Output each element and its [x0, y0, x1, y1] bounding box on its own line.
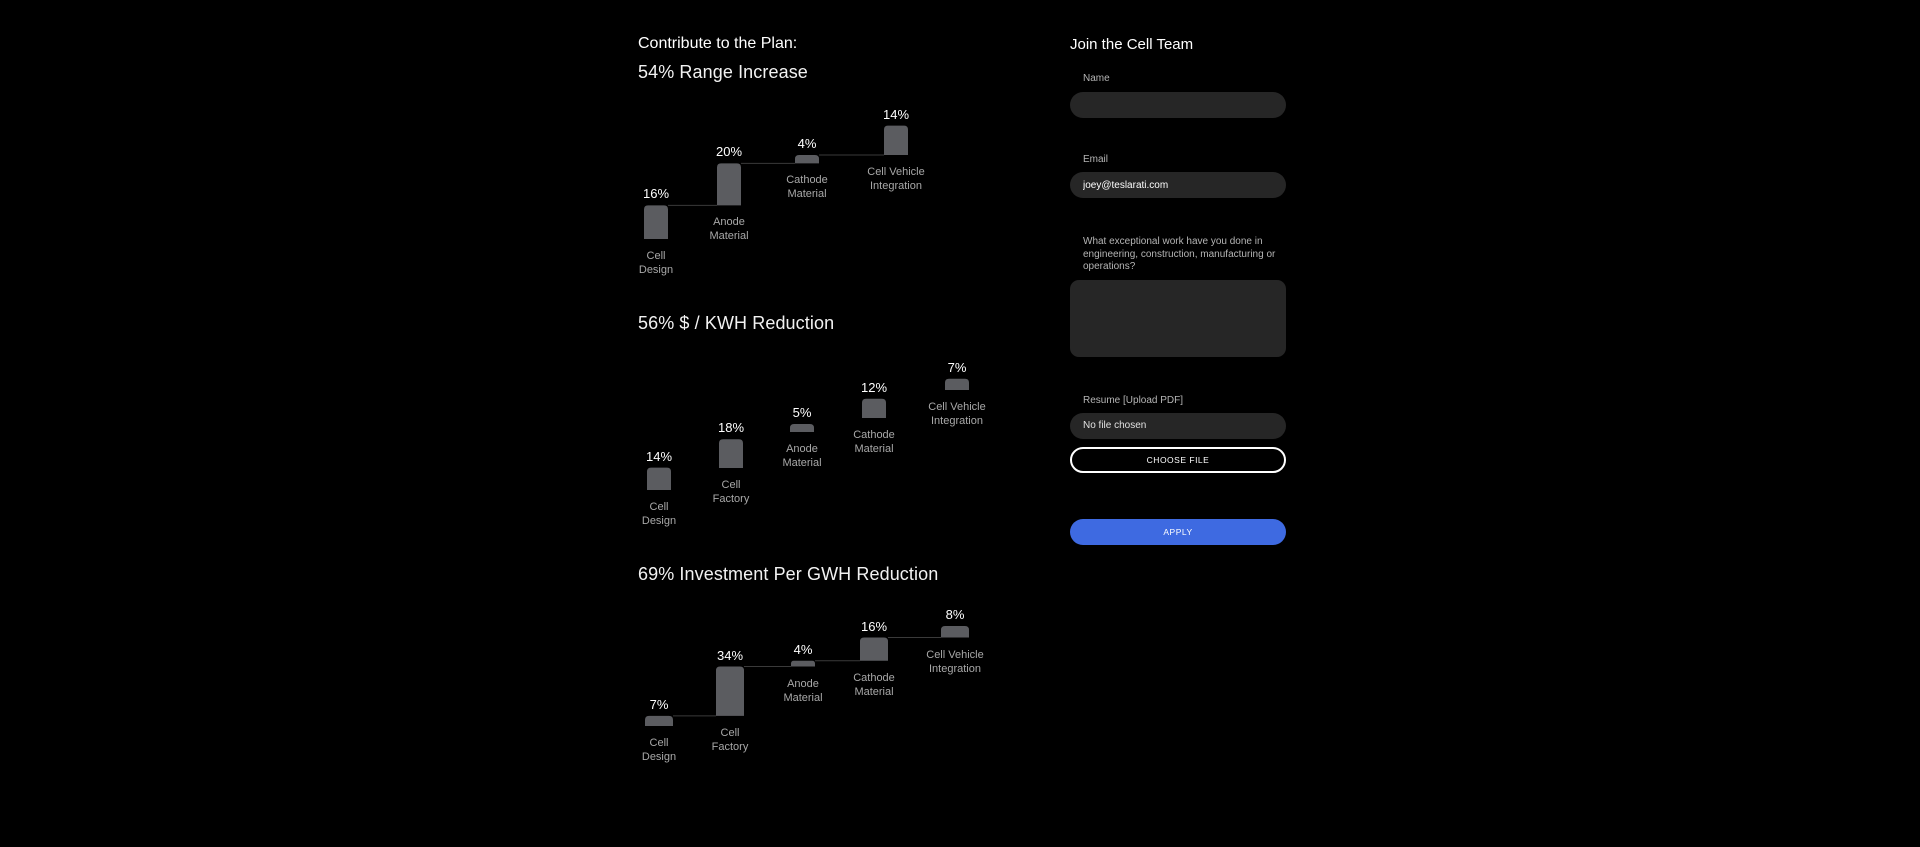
email-label: Email — [1083, 153, 1109, 165]
bar-0 — [644, 205, 668, 239]
bar-value-label: 7% — [649, 696, 669, 712]
bar-2 — [791, 661, 815, 667]
category-label: Cathode Material — [786, 174, 828, 201]
bar-value-label: 14% — [645, 448, 673, 464]
bar-4 — [945, 379, 969, 390]
category-label: Cathode Material — [853, 671, 895, 698]
category-label: Cell Vehicle Integration — [928, 401, 986, 427]
bar-2 — [795, 155, 819, 163]
category-label: Anode Material — [709, 216, 749, 243]
work-textarea[interactable] — [1070, 280, 1286, 357]
category-label: Cell Vehicle Integration — [926, 648, 984, 675]
chart-title-kwh: 56% $ / KWH Reduction — [638, 313, 835, 333]
bar-1 — [717, 163, 741, 205]
bar-value-label: 20% — [715, 144, 743, 160]
bar-value-label: 12% — [860, 379, 888, 395]
name-input[interactable] — [1070, 92, 1286, 118]
work-label: What exceptional work have you done in engineering, construction, manufacturing or operations? — [1083, 236, 1276, 272]
bar-value-label: 4% — [797, 136, 817, 151]
join-form — [1070, 36, 1286, 545]
chart-kwh-reduction — [638, 340, 1018, 540]
category-label: Cell Vehicle Integration — [867, 166, 925, 192]
bar-1 — [719, 439, 743, 468]
category-label: Cathode Material — [853, 429, 895, 455]
category-label: Anode Material — [783, 677, 823, 704]
category-label: Cell Factory — [712, 479, 750, 505]
bar-value-label: 8% — [945, 606, 965, 622]
bar-1 — [716, 667, 744, 716]
category-label: Cell Design — [641, 737, 677, 763]
bar-0 — [647, 468, 671, 490]
bar-value-label: 18% — [717, 420, 745, 436]
choose-file-button[interactable]: CHOOSE FILE — [1070, 447, 1286, 473]
category-label: Anode Material — [782, 443, 822, 469]
chart-gwh-reduction — [638, 592, 1018, 792]
name-label: Name — [1083, 73, 1110, 84]
category-label: Cell Design — [638, 250, 674, 276]
bar-value-label: 34% — [716, 647, 744, 663]
apply-button[interactable]: APPLY — [1070, 519, 1286, 545]
bar-value-label: 5% — [792, 405, 812, 420]
bar-3 — [884, 126, 908, 155]
bar-value-label: 4% — [793, 641, 813, 657]
email-input[interactable] — [1070, 172, 1286, 198]
form-title: Join the Cell Team — [1070, 36, 1194, 53]
page-heading: Contribute to the Plan: — [638, 35, 798, 52]
bar-4 — [941, 626, 969, 638]
chart-title-gwh: 69% Investment Per GWH Reduction — [638, 564, 939, 584]
category-label: Cell Design — [641, 501, 677, 527]
bar-3 — [860, 638, 888, 661]
bar-value-label: 14% — [882, 106, 910, 122]
file-status: No file chosen — [1070, 413, 1286, 439]
bar-value-label: 7% — [947, 359, 967, 375]
resume-label: Resume [Upload PDF] — [1083, 394, 1184, 406]
chart-title-range: 54% Range Increase — [638, 62, 808, 82]
chart-range-increase — [638, 90, 1018, 290]
bar-3 — [862, 399, 886, 418]
bar-value-label: 16% — [642, 186, 670, 202]
bar-value-label: 16% — [860, 618, 888, 634]
bar-2 — [790, 424, 814, 432]
category-label: Cell Factory — [711, 726, 749, 753]
bar-0 — [645, 716, 673, 726]
